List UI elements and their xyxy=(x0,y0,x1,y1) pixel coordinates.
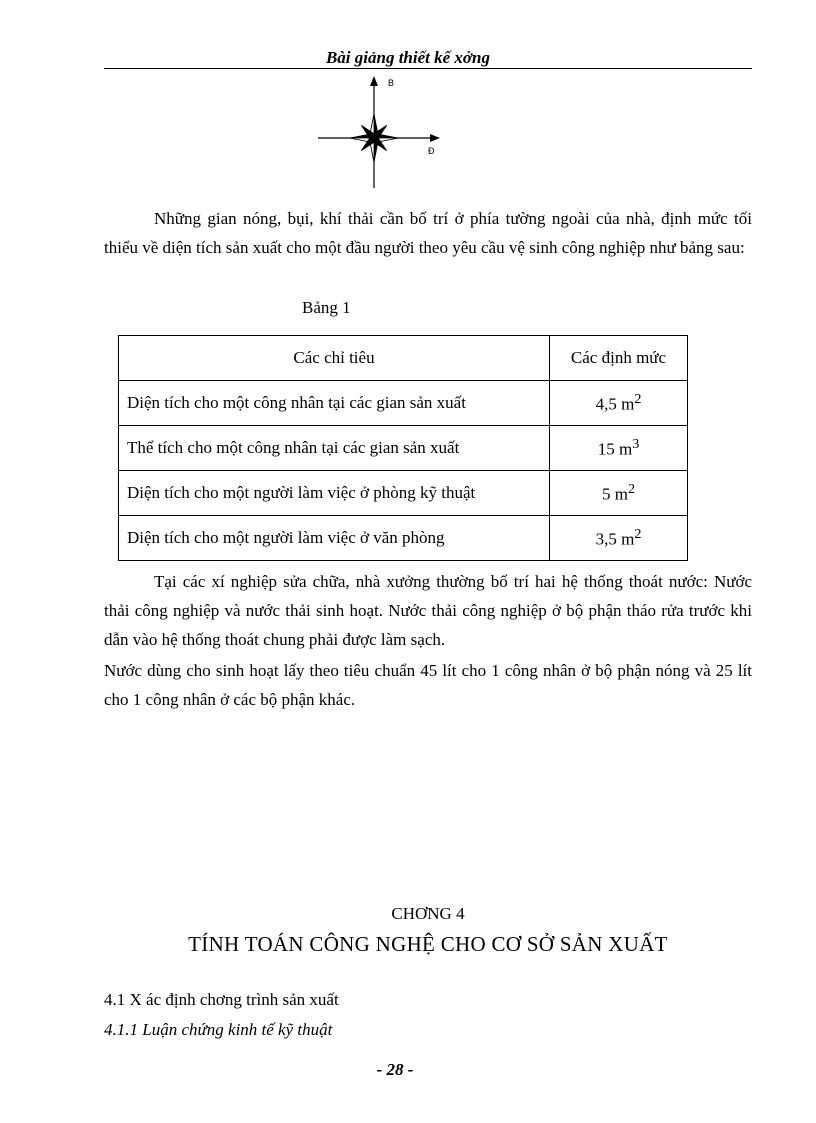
page-header-title: Bài giảng thiết kế xởng xyxy=(325,48,491,67)
subsection-heading: 4.1.1 Luận chứng kinh tế kỹ thuật xyxy=(104,1020,333,1039)
paragraph-water-usage: Nước dùng cho sinh hoạt lấy theo tiêu chuẩn 45 lít cho 1 công nhân ở bộ phận nóng và 25 lít cho 1 công nhân ở các bộ phận khác. xyxy=(104,661,752,709)
table-cell-norm: 15 $m^3$ xyxy=(550,426,688,471)
table-header-norm: Các định mức xyxy=(550,336,688,381)
table-caption: Bảng 1 xyxy=(302,298,351,317)
compass-rose-icon xyxy=(310,72,450,190)
table-header-criteria: Các chỉ tiêu xyxy=(119,336,550,381)
paragraph-drainage: Tại các xí nghiệp sửa chữa, nhà xưởng thường bố trí hai hệ thống thoát nước: Nước thải công nghiệp và nước thải sinh hoạt. Nước thải công nghiệp ở bộ phận tháo rửa trước khi dẫn vào hệ thống thoát chung phải được làm sạch. xyxy=(104,572,752,649)
table-cell-norm: 3,5 $m^2$ xyxy=(550,516,688,561)
chapter-title: TÍNH TOÁN CÔNG NGHỆ CHO CƠ SỞ SẢN XUẤT xyxy=(188,932,668,956)
table-row xyxy=(119,381,688,426)
paragraph-workshop-layout: Những gian nóng, bụi, khí thải cần bố trí ở phía tường ngoài của nhà, định mức tối thiểu về diện tích sản xuất cho một đầu người theo yêu cầu vệ sinh công nghiệp như bảng sau: xyxy=(104,209,752,257)
table-row xyxy=(119,471,688,516)
table-cell-norm: 4,5 $m^2$ xyxy=(550,381,688,426)
table-header-row xyxy=(119,336,688,381)
table-cell-criteria: Thể tích cho một công nhân tại các gian sản xuất xyxy=(119,426,550,471)
east-label: Đ xyxy=(428,146,435,156)
header-rule xyxy=(104,68,752,69)
chapter-number: CHƠNG 4 xyxy=(391,904,465,923)
table-cell-norm: 5 $m^2$ xyxy=(550,471,688,516)
table-cell-criteria: Diện tích cho một người làm việc ở phòng kỹ thuật xyxy=(119,471,550,516)
north-label: B xyxy=(388,78,395,88)
section-heading: 4.1 X ác định chơng trình sản xuất xyxy=(104,990,339,1009)
norms-table xyxy=(118,335,688,561)
table-row xyxy=(119,516,688,561)
table-row xyxy=(119,426,688,471)
table-cell-criteria: Diện tích cho một công nhân tại các gian sản xuất xyxy=(119,381,550,426)
table-cell-criteria: Diện tích cho một người làm việc ở văn phòng xyxy=(119,516,550,561)
page-number: - 28 - xyxy=(376,1060,414,1079)
